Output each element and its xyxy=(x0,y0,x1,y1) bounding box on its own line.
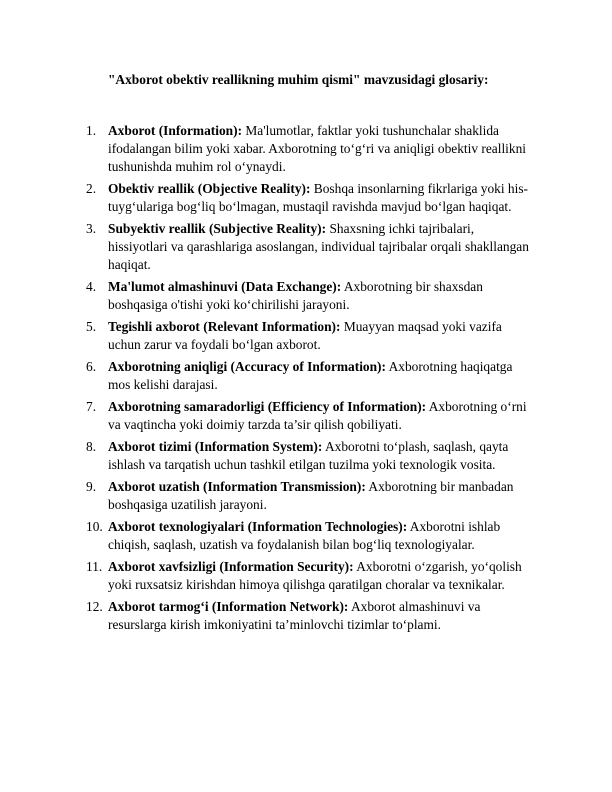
entry-number: 6. xyxy=(86,359,97,374)
entry-number: 12. xyxy=(86,599,103,614)
entry-term: Axborot (Information) xyxy=(108,123,238,138)
entry-definition: Shaxsning ichki tajribalari, hissiyotlari va qarashlariga asoslangan, individual tajribalar orqali shakllangan haqiqat. xyxy=(108,221,529,272)
entry-number: 7. xyxy=(86,399,97,414)
entry-definition: Ma'lumotlar, faktlar yoki tushunchalar shaklida ifodalangan bilim yoki xabar. Axborotning to‘g‘ri va aniqligi obektiv reallikni tushunishda muhim rol o‘ynaydi. xyxy=(108,123,526,174)
entry-definition: Boshqa insonlarning fikrlariga yoki his-tuyg‘ulariga bog‘liq bo‘lmagan, mustaqil ravishda mavjud bo‘lgan haqiqat. xyxy=(108,181,529,214)
entry-separator: : xyxy=(237,123,243,138)
entry-term: Axborot tizimi (Information System) xyxy=(108,439,318,454)
entry-definition: Axborotni o‘zgarish, yo‘qolish yoki ruxsatsiz kirishdan himoya qilishga qaratilgan choralar va texnikalar. xyxy=(108,559,522,592)
entry-number: 1. xyxy=(86,123,97,138)
entry-separator: : xyxy=(402,519,408,534)
glossary-entry xyxy=(86,220,532,274)
glossary-list xyxy=(86,122,532,638)
entry-term: Ma'lumot almashinuvi (Data Exchange) xyxy=(108,279,337,294)
document-title: "Axborot obektiv reallikning muhim qismi" mavzusidagi glosariy: xyxy=(108,72,489,87)
entry-definition: Axborot almashinuvi va resurslarga kirish imkoniyatini ta’minlovchi tizimlar to‘plami. xyxy=(108,599,481,632)
glossary-entry xyxy=(86,438,532,474)
glossary-entry xyxy=(86,318,532,354)
entry-number: 3. xyxy=(86,221,97,236)
entry-separator: : xyxy=(361,479,366,494)
entry-separator: : xyxy=(349,559,354,574)
entry-number: 4. xyxy=(86,279,97,294)
entry-term: Obektiv reallik (Objective Reality) xyxy=(108,181,306,196)
glossary-entry xyxy=(86,122,532,176)
entry-term: Subyektiv reallik (Subjective Reality) xyxy=(108,221,322,236)
entry-separator: : xyxy=(305,181,311,196)
glossary-entry xyxy=(86,358,532,394)
entry-term: Axborotning aniqligi (Accuracy of Information) xyxy=(108,359,382,374)
entry-separator: : xyxy=(381,359,386,374)
glossary-entry xyxy=(86,518,532,554)
glossary-entry xyxy=(86,398,532,434)
entry-number: 11. xyxy=(86,559,103,574)
entry-definition: Axborotni ishlab chiqish, saqlash, uzatish va foydalanish bilan bog‘liq texnologiyalar. xyxy=(108,519,501,552)
entry-separator: : xyxy=(336,279,342,294)
glossary-entry xyxy=(86,558,532,594)
entry-definition: Axborotni to‘plash, saqlash, qayta ishlash va tarqatish uchun tashkil etilgan tuzilma yoki texnologik vosita. xyxy=(108,439,509,472)
entry-number: 5. xyxy=(86,319,97,334)
entry-separator: : xyxy=(336,319,341,334)
entry-separator: : xyxy=(421,399,427,414)
entry-term: Tegishli axborot (Relevant Information) xyxy=(108,319,337,334)
entry-separator: : xyxy=(317,439,323,454)
entry-term: Axborot texnologiyalari (Information Technologies) xyxy=(108,519,403,534)
entry-number: 8. xyxy=(86,439,97,454)
entry-separator: : xyxy=(321,221,327,236)
glossary-entry xyxy=(86,598,532,634)
entry-definition: Axborotning bir shaxsdan boshqasiga o'tishi yoki ko‘chirilishi jarayoni. xyxy=(108,279,483,312)
entry-definition: Axborotning bir manbadan boshqasiga uzatilish jarayoni. xyxy=(108,479,514,512)
entry-term: Axborot uzatish (Information Transmission) xyxy=(108,479,362,494)
entry-term: Axborot xavfsizligi (Information Security) xyxy=(108,559,350,574)
glossary-entry xyxy=(86,478,532,514)
entry-term: Axborotning samaradorligi (Efficiency of Information) xyxy=(108,399,422,414)
entry-number: 10. xyxy=(86,519,103,534)
glossary-entry xyxy=(86,278,532,314)
entry-definition: Muayyan maqsad yoki vazifa uchun zarur va foydali bo‘lgan axborot. xyxy=(108,319,502,352)
entry-definition: Axborotning haqiqatga mos kelishi darajasi. xyxy=(108,359,513,392)
entry-definition: Axborotning o‘rni va vaqtincha yoki doimiy tarzda ta’sir qilish qobiliyati. xyxy=(108,399,527,432)
glossary-entry xyxy=(86,180,532,216)
entry-number: 9. xyxy=(86,479,97,494)
entry-number: 2. xyxy=(86,181,97,196)
entry-separator: : xyxy=(343,599,349,614)
entry-term: Axborot tarmog‘i (Information Network) xyxy=(108,599,344,614)
